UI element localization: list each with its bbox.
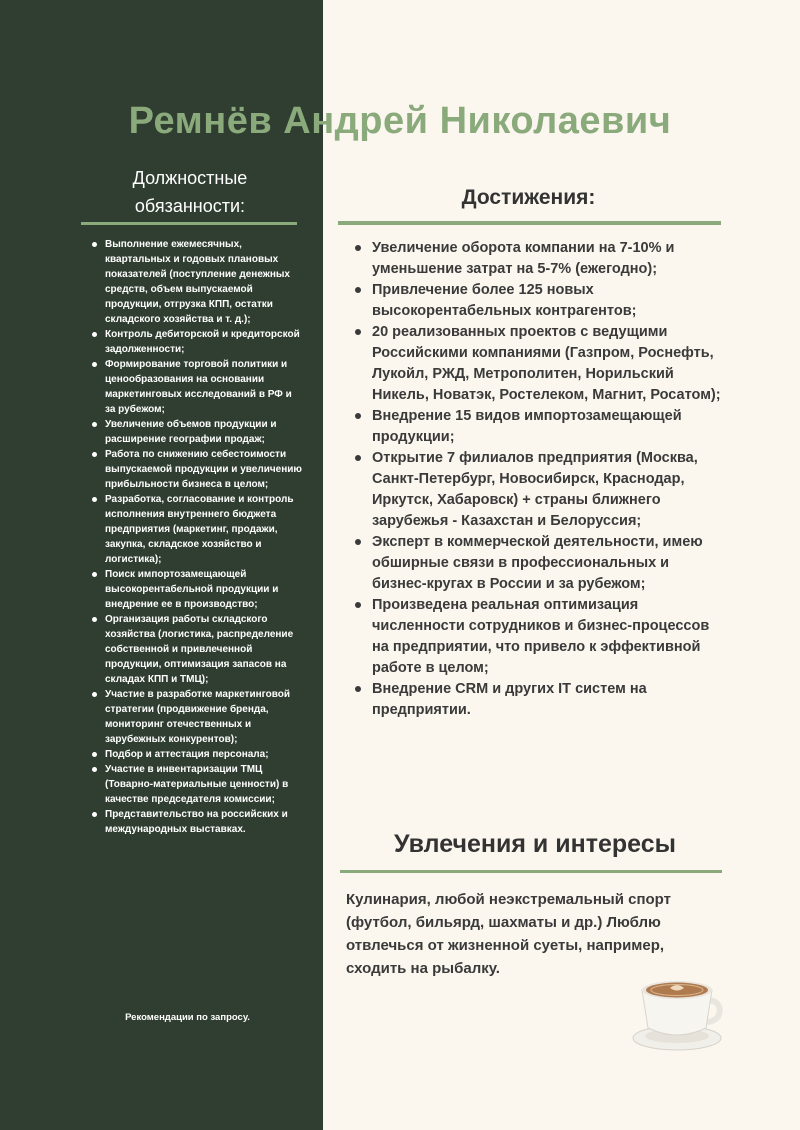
duty-item: Работа по снижению себестоимости выпускаемой продукции и увеличению прибыльности бизнеса в целом; bbox=[88, 447, 303, 492]
achievements-list bbox=[352, 238, 722, 721]
duty-item: Поиск импортозамещающей высокорентабельной продукции и внедрение ее в производство; bbox=[88, 567, 303, 612]
achievement-item: Открытие 7 филиалов предприятия (Москва, Санкт-Петербург, Новосибирск, Краснодар, Иркутск, Хабаровск) + страны ближнего зарубежья - Казахстан и Белоруссия; bbox=[352, 448, 722, 532]
duty-item: Организация работы складского хозяйства (логистика, распределение собственной и привлеченной продукции, оптимизация запасов на складах КПП и ТМЦ); bbox=[88, 612, 303, 687]
hobbies-section-title: Увлечения и интересы bbox=[394, 830, 676, 858]
duty-item: Подбор и аттестация персонала; bbox=[88, 747, 303, 762]
achievement-item: 20 реализованных проектов с ведущими Российскими компаниями (Газпром, Роснефть, Лукойл, РЖД, Метрополитен, Норильский Никель, Новатэк, Ростелеком, Магнит, Росатом); bbox=[352, 322, 722, 406]
achievement-item: Произведена реальная оптимизация численности сотрудников и бизнес-процессов на предприятии, что привело к эффективной работе в целом; bbox=[352, 595, 722, 679]
duty-item: Увеличение объемов продукции и расширение географии продаж; bbox=[88, 417, 303, 447]
duties-title-line-1: Должностные bbox=[132, 168, 248, 188]
coffee-cup-icon bbox=[630, 972, 725, 1054]
duty-item: Формирование торговой политики и ценообразования на основании маркетинговых исследований в РФ и за рубежом; bbox=[88, 357, 303, 417]
hobbies-divider bbox=[340, 870, 722, 873]
duty-item: Представительство на российских и международных выставках. bbox=[88, 807, 303, 837]
duty-item: Разработка, согласование и контроль исполнения внутреннего бюджета предприятия (маркетинг, продажи, закупка, складское хозяйство и логистика); bbox=[88, 492, 303, 567]
achievement-item: Внедрение CRM и других IT систем на предприятии. bbox=[352, 679, 722, 721]
achievements-section-title: Достижения: bbox=[461, 186, 596, 209]
person-name-heading: Ремнёв Андрей Николаевич bbox=[128, 100, 672, 142]
achievement-item: Эксперт в коммерческой деятельности, имею обширные связи в профессиональных и бизнес-кругах в России и за рубежом; bbox=[352, 532, 722, 595]
duties-section-title bbox=[80, 164, 300, 220]
achievement-item: Внедрение 15 видов импортозамещающей продукции; bbox=[352, 406, 722, 448]
achievements-divider bbox=[338, 221, 721, 225]
duties-list bbox=[88, 237, 303, 837]
duty-item: Участие в разработке маркетинговой стратегии (продвижение бренда, мониторинг отечественных и зарубежных конкурентов); bbox=[88, 687, 303, 747]
duties-title-line-2: обязанности: bbox=[134, 196, 246, 216]
recommendations-note: Рекомендации по запросу. bbox=[125, 1012, 250, 1023]
achievement-item: Увеличение оборота компании на 7-10% и уменьшение затрат на 5-7% (ежегодно); bbox=[352, 238, 722, 280]
hobbies-text: Кулинария, любой неэкстремальный спорт (футбол, бильярд, шахматы и др.) Люблю отвлечься от жизненной суеты, например, сходить на рыбалку. bbox=[346, 891, 671, 977]
duty-item: Участие в инвентаризации ТМЦ (Товарно-материальные ценности) в качестве председателя комиссии; bbox=[88, 762, 303, 807]
achievement-item: Привлечение более 125 новых высокорентабельных контрагентов; bbox=[352, 280, 722, 322]
duty-item: Выполнение ежемесячных, квартальных и годовых плановых показателей (поступление денежных средств, объем выпускаемой продукции, отгрузка КПП, остатки складского хозяйства и т. д.); bbox=[88, 237, 303, 327]
duties-divider bbox=[81, 222, 297, 225]
duty-item: Контроль дебиторской и кредиторской задолженности; bbox=[88, 327, 303, 357]
